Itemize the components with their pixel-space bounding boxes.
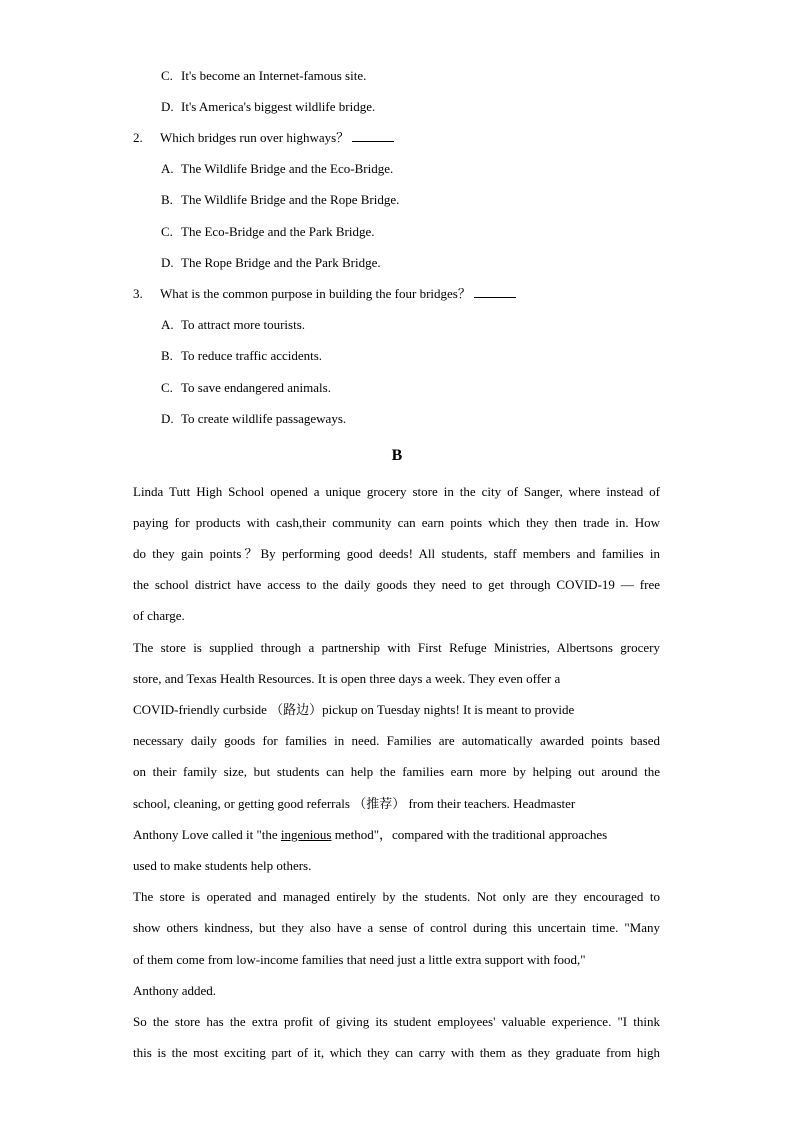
- passage-line: [133, 826, 607, 844]
- passage-line: this is the most exciting part of it, which they can carry with them as they graduate from high: [133, 1045, 660, 1060]
- passage-line: on their family size, but students can help the families earn more by helping out around the: [133, 764, 660, 779]
- q3-option-c: [161, 379, 331, 397]
- option-text: The Wildlife Bridge and the Rope Bridge.: [181, 192, 400, 207]
- passage-line: The store is supplied through a partnership with First Refuge Ministries, Albertsons grocery: [133, 640, 660, 655]
- passage-line: store, and Texas Health Resources. It is open three days a week. They even offer a: [133, 671, 561, 686]
- option-letter: C.: [161, 68, 173, 83]
- passage-line: of charge.: [133, 608, 185, 623]
- option-text: It's America's biggest wildlife bridge.: [181, 99, 376, 114]
- option-text: The Wildlife Bridge and the Eco-Bridge.: [181, 161, 394, 176]
- section-heading: B: [391, 447, 403, 464]
- q3-stem: [133, 285, 516, 303]
- option-text: The Rope Bridge and the Park Bridge.: [181, 255, 381, 270]
- q1-option-c: [161, 67, 366, 85]
- option-letter: C.: [161, 224, 173, 239]
- passage-text: method"，compared with the traditional approaches: [331, 827, 608, 842]
- option-letter: A.: [161, 161, 174, 176]
- option-text: To reduce traffic accidents.: [181, 348, 323, 363]
- option-letter: A.: [161, 317, 174, 332]
- option-text: The Eco-Bridge and the Park Bridge.: [181, 224, 375, 239]
- passage-line: school, cleaning, or getting good referrals （推荐） from their teachers. Headmaster: [133, 796, 576, 811]
- passage-line: paying for products with cash,their community can earn points which they then trade in. How: [133, 515, 660, 530]
- question-number: 3.: [133, 286, 143, 301]
- q2-option-b: [161, 191, 399, 209]
- passage-line: do they gain points？By performing good deeds! All students, staff members and families in: [133, 546, 660, 561]
- option-text: To create wildlife passageways.: [181, 411, 347, 426]
- option-letter: B.: [161, 348, 173, 363]
- passage-line: used to make students help others.: [133, 858, 312, 873]
- question-text: What is the common purpose in building the four bridges？: [160, 286, 471, 301]
- option-letter: D.: [161, 411, 174, 426]
- q2-option-c: [161, 223, 375, 241]
- q2-stem: [133, 129, 394, 147]
- passage-text: Anthony Love called it "the: [133, 827, 281, 842]
- q3-option-a: [161, 316, 305, 334]
- question-text: Which bridges run over highways？: [160, 130, 350, 145]
- q3-option-d: [161, 410, 346, 428]
- q3-option-b: [161, 347, 322, 365]
- passage-line: the school district have access to the daily goods they need to get through COVID-19 — free: [133, 577, 660, 592]
- option-letter: C.: [161, 380, 173, 395]
- option-text: To save endangered animals.: [181, 380, 331, 395]
- question-number: 2.: [133, 130, 143, 145]
- q2-option-a: [161, 160, 393, 178]
- option-letter: D.: [161, 99, 174, 114]
- answer-blank: [352, 129, 394, 142]
- passage-line: necessary daily goods for families in need. Families are automatically awarded points based: [133, 733, 660, 748]
- option-letter: B.: [161, 192, 173, 207]
- passage-line: show others kindness, but they also have a sense of control during this uncertain time. "Many: [133, 920, 660, 935]
- passage-line: Linda Tutt High School opened a unique grocery store in the city of Sanger, where instead of: [133, 484, 660, 499]
- option-text: To attract more tourists.: [181, 317, 306, 332]
- passage-line: COVID-friendly curbside （路边）pickup on Tuesday nights! It is meant to provide: [133, 702, 575, 717]
- q1-option-d: [161, 98, 375, 116]
- passage-line: of them come from low-income families that need just a little extra support with food,": [133, 952, 586, 967]
- passage-line: So the store has the extra profit of giving its student employees' valuable experience. "I think: [133, 1014, 660, 1029]
- option-letter: D.: [161, 255, 174, 270]
- answer-blank: [474, 285, 516, 298]
- option-text: It's become an Internet-famous site.: [181, 68, 367, 83]
- q2-option-d: [161, 254, 381, 272]
- passage-line: The store is operated and managed entirely by the students. Not only are they encouraged to: [133, 889, 660, 904]
- underlined-word: ingenious: [280, 827, 332, 842]
- passage-line: Anthony added.: [133, 983, 217, 998]
